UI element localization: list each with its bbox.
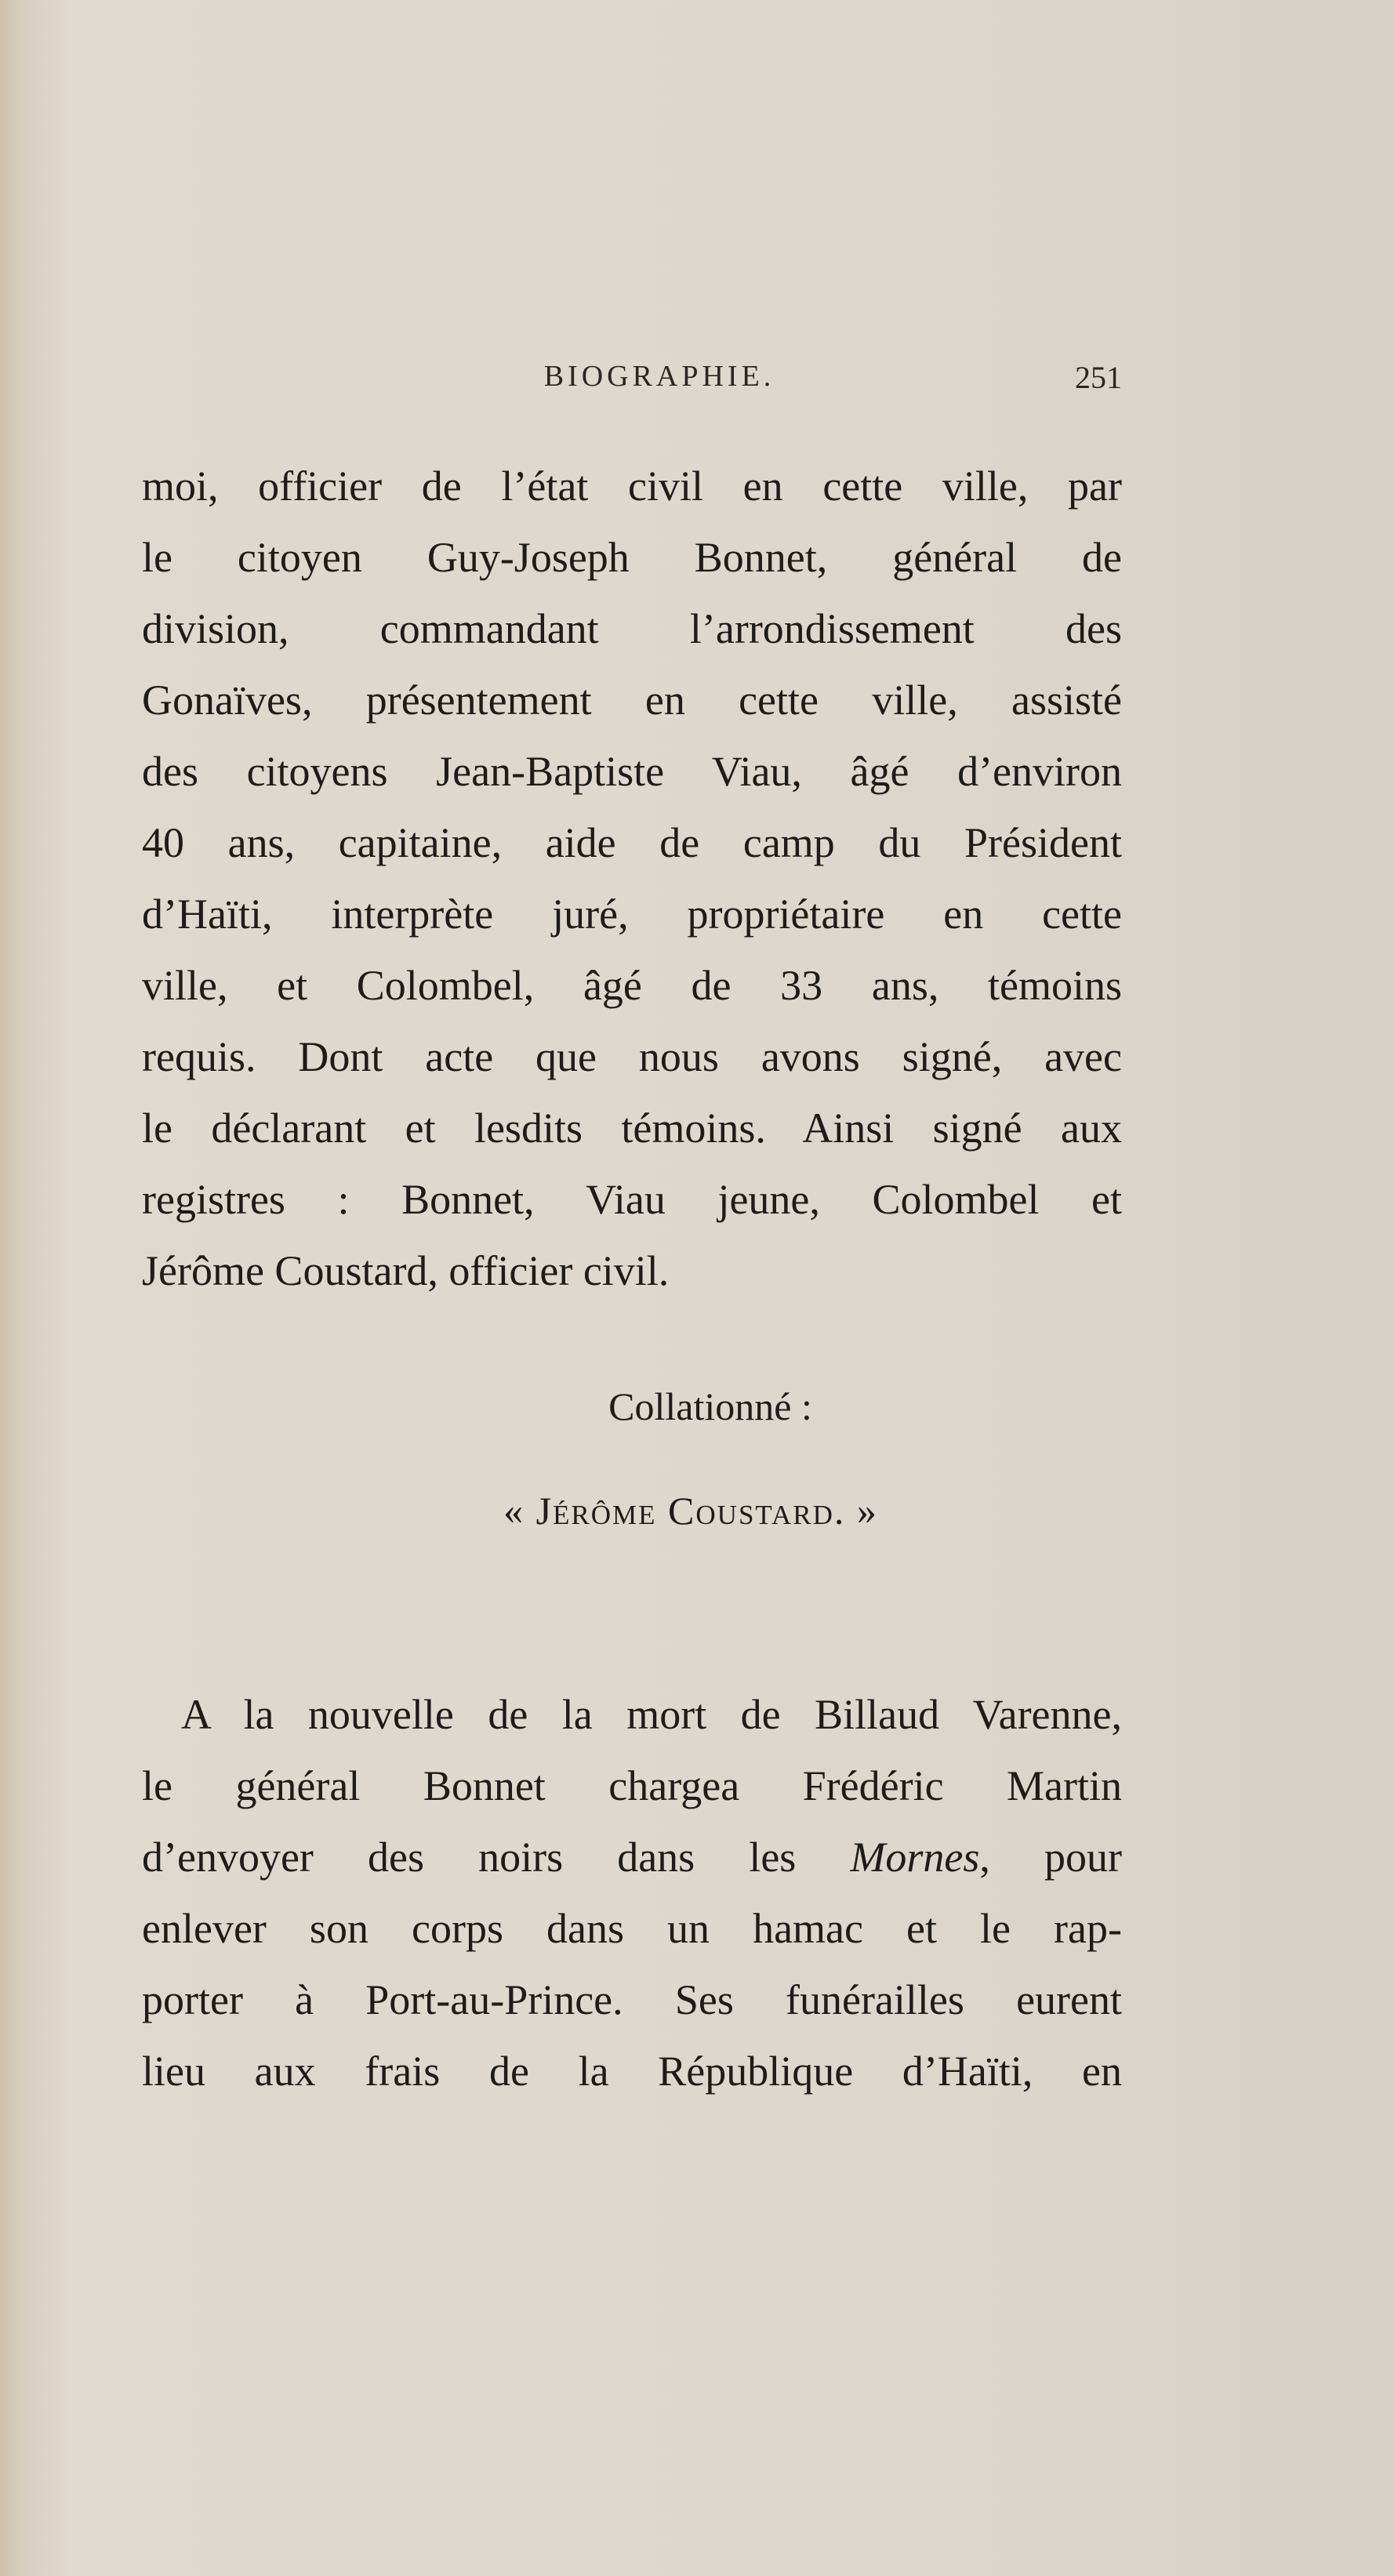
text-line: le déclarant et lesdits témoins. Ainsi signé aux <box>142 1105 1122 1152</box>
collation-label: Collationné : <box>608 1384 812 1428</box>
text-line: ville, et Colombel, âgé de 33 ans, témoins <box>142 962 1122 1009</box>
text-line: division, commandant l’arrondissement des <box>142 605 1122 652</box>
text-line: requis. Dont acte que nous avons signé, avec <box>142 1033 1122 1080</box>
text-segment: pour <box>1044 1834 1123 1881</box>
text-line: registres : Bonnet, Viau jeune, Colombel et <box>142 1176 1122 1223</box>
text-line: 40 ans, capitaine, aide de camp du Président <box>142 819 1122 866</box>
text-line: moi, officier de l’état civil en cette ville, par <box>142 463 1122 510</box>
collation-signature: « Jérôme Coustard. » <box>503 1489 878 1533</box>
text-line-with-italic <box>142 1822 1122 1893</box>
text-line: enlever son corps dans un hamac et le rap- <box>142 1905 1122 1952</box>
text-line: Jérôme Coustard, officier civil. <box>142 1247 670 1294</box>
text-line: d’Haïti, interprète juré, propriétaire en cette <box>142 891 1122 938</box>
text-line: A la nouvelle de la mort de Billaud Varenne, <box>181 1691 1122 1738</box>
text-line: le général Bonnet chargea Frédéric Martin <box>142 1762 1122 1809</box>
text-line: le citoyen Guy-Joseph Bonnet, général de <box>142 534 1122 581</box>
text-line: des citoyens Jean-Baptiste Viau, âgé d’environ <box>142 748 1122 795</box>
text-line: lieu aux frais de la République d’Haïti, en <box>142 2048 1122 2095</box>
page-number: 251 <box>1075 360 1122 395</box>
text-segment: d’envoyer des noirs dans les <box>142 1834 851 1881</box>
running-title: BIOGRAPHIE. <box>543 360 775 393</box>
italic-term: Mornes <box>850 1834 980 1881</box>
text-line: Gonaïves, présentement en cette ville, assisté <box>142 677 1122 724</box>
page-header <box>142 359 1122 406</box>
text-line: porter à Port-au-Prince. Ses funérailles eurent <box>142 1976 1122 2023</box>
paragraph-2 <box>142 1679 1122 2107</box>
paragraph-1 <box>142 451 1122 1307</box>
text-segment: , <box>979 1834 990 1881</box>
